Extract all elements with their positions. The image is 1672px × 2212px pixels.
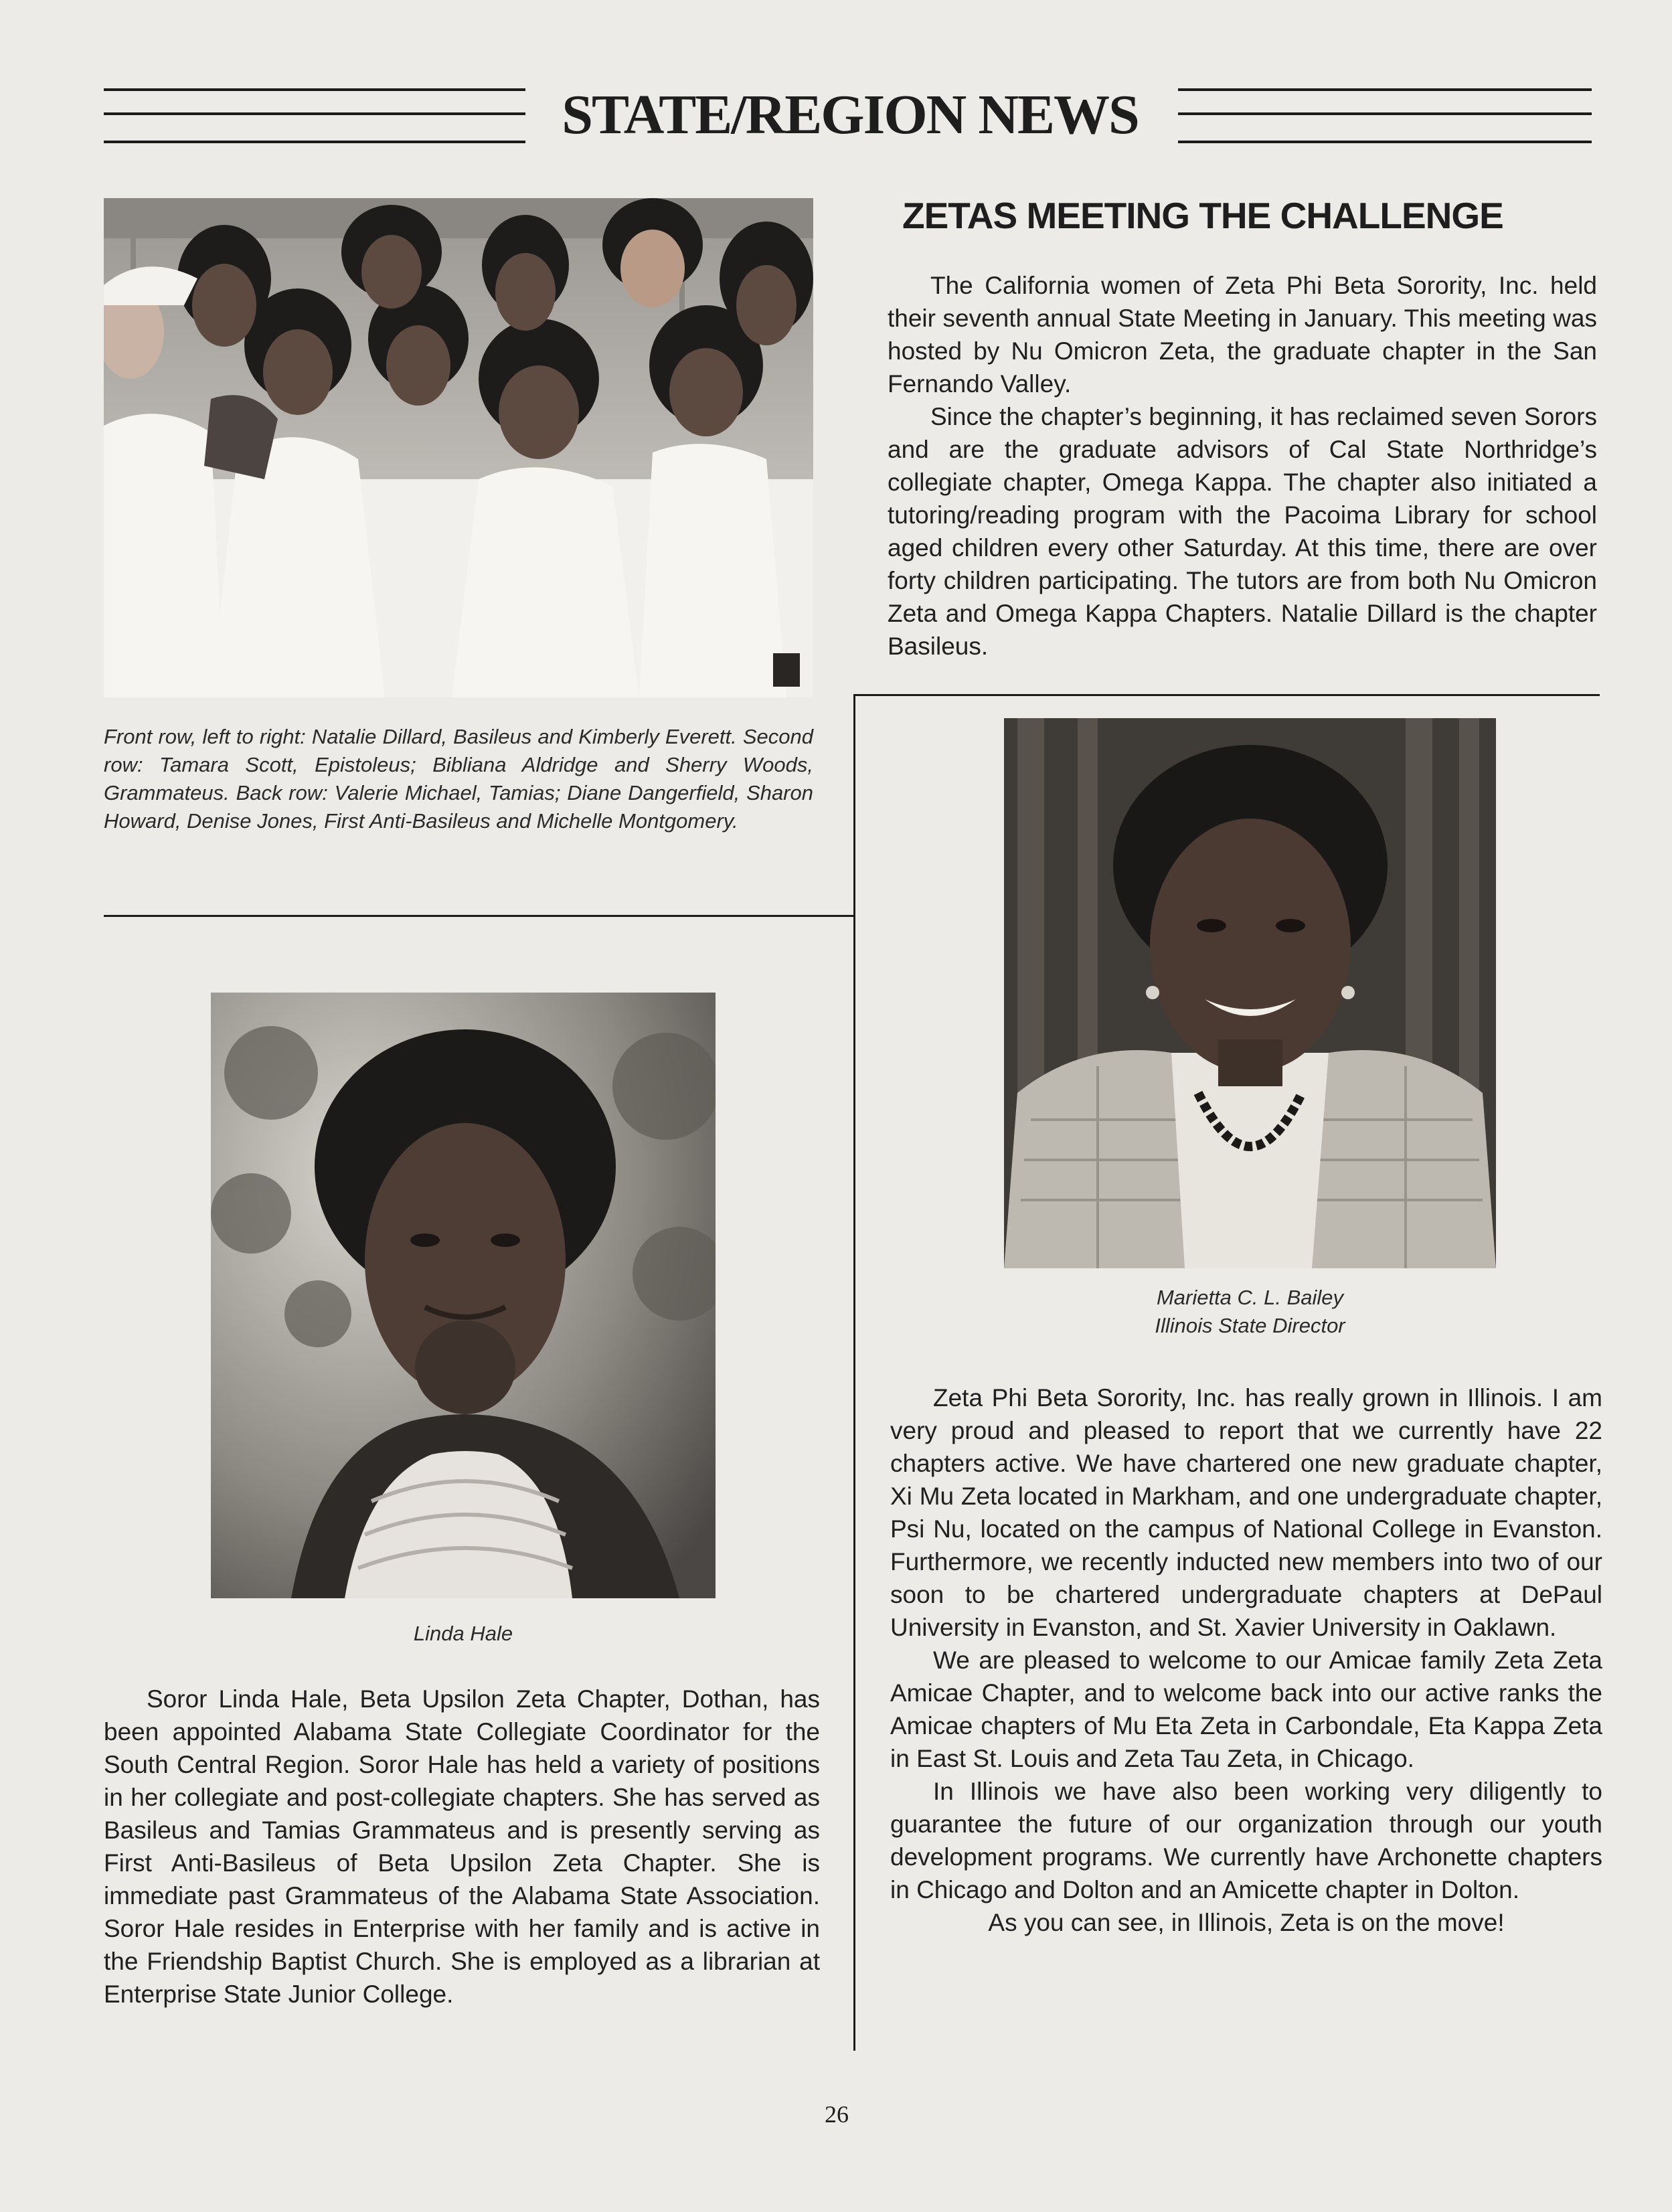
banner-rule-top-left <box>104 88 525 91</box>
group-photo-caption: Front row, left to right: Natalie Dillard, Basileus and Kimberly Everett. Second row: Tamara Scott, Epistoleus; Bibliana Aldridge and Sherry Woods, Grammateus. Back row: Valerie Michael, Tamias; Diane Dangerfield, Sharon Howard, Denise Jones, First Anti-Basileus and Michelle Montgomery. <box>104 725 813 833</box>
illinois-paragraph-2: We are pleased to welcome to our Amicae family Zeta Zeta Amicae Chapter, and to welcome back into our active ranks the Amicae chapters of Mu Eta Zeta in Carbondale, Eta Kappa Zeta in East St. Louis and Zeta Tau Zeta, in Chicago. <box>890 1646 1602 1772</box>
banner-rule-top-right <box>1178 88 1592 91</box>
linda-hale-photo <box>211 993 716 1598</box>
marietta-bailey-name: Marietta C. L. Bailey <box>1156 1286 1344 1309</box>
marietta-bailey-caption <box>1004 1284 1496 1340</box>
banner-rule-bottom-right <box>1178 112 1592 115</box>
illinois-paragraph-3: In Illinois we have also been working very diligently to guarantee the future of our organization through our youth development programs. We currently have Archonette chapters in Chicago and Dolton and an Amicette chapter in Dolton. <box>890 1778 1602 1903</box>
linda-hale-article-body <box>104 1683 820 2011</box>
illinois-closing: As you can see, in Illinois, Zeta is on the move! <box>988 1909 1505 1936</box>
banner-rule-bottom-left <box>104 112 525 115</box>
page-number: 26 <box>825 2101 849 2128</box>
banner-rule-under-right <box>1178 141 1592 143</box>
illinois-article-body <box>890 1381 1602 1939</box>
california-article-body <box>888 269 1597 663</box>
right-column-divider <box>853 694 1600 696</box>
group-photo <box>104 198 813 697</box>
linda-hale-caption: Linda Hale <box>413 1622 513 1645</box>
banner-rule-under-left <box>104 141 525 143</box>
section-title: STATE/REGION NEWS <box>562 84 1139 146</box>
marietta-bailey-photo <box>1004 718 1496 1268</box>
marietta-bailey-title: Illinois State Director <box>1155 1314 1345 1337</box>
illinois-paragraph-1: Zeta Phi Beta Sorority, Inc. has really grown in Illinois. I am very proud and pleased to report that we currently have 22 chapters active. We have chartered one new graduate chapter, Xi Mu Zeta located in Markham, and one undergraduate chapter, Psi Nu, located on the campus of National College in Evanston. Furthermore, we recently inducted new members into two of our soon to be chartered undergraduate chapters at DePaul University in Evanston, and St. Xavier University in Oaklawn. <box>890 1384 1602 1641</box>
california-paragraph-1: The California women of Zeta Phi Beta Sorority, Inc. held their seventh annual State Meeting in January. This meeting was hosted by Nu Omicron Zeta, the graduate chapter in the San Fernando Valley. <box>888 272 1597 398</box>
linda-hale-paragraph: Soror Linda Hale, Beta Upsilon Zeta Chapter, Dothan, has been appointed Alabama State Collegiate Coordinator for the South Central Region. Soror Hale has held a variety of positions in her collegiate and post-collegiate chapters. She has served as Basileus and Tamias Grammateus and is presently serving as First Anti-Basileus of Beta Upsilon Zeta Chapter. She is immediate past Grammateus of the Alabama State Association. Soror Hale resides in Enterprise with her family and is active in the Friendship Baptist Church. She is employed as a librarian at Enterprise State Junior College. <box>104 1685 820 2008</box>
column-separator-vertical <box>853 694 855 2051</box>
california-article-title: ZETAS MEETING THE CHALLENGE <box>902 195 1503 236</box>
left-column-divider <box>104 915 853 917</box>
california-paragraph-2: Since the chapter’s beginning, it has reclaimed seven Sorors and are the graduate advisors of Cal State Northridge’s collegiate chapter, Omega Kappa. The chapter also initiated a tutoring/reading program with the Pacoima Library for school aged children every other Saturday. At this time, there are over forty children participating. The tutors are from both Nu Omicron Zeta and Omega Kappa Chapters. Natalie Dillard is the chapter Basileus. <box>888 403 1597 660</box>
